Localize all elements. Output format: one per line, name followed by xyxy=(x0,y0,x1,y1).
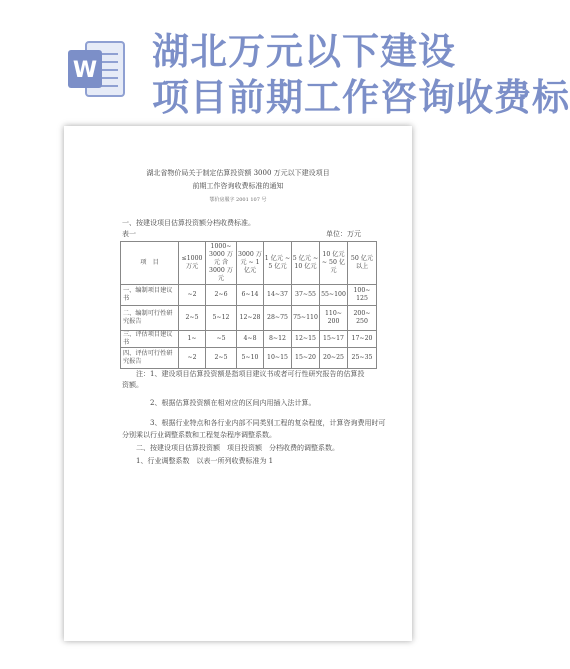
table-cell: 10~15 xyxy=(264,348,292,369)
header-cell: 项 目 xyxy=(121,242,179,285)
doc-reference-number: 鄂价房服字 2001 107 号 xyxy=(209,197,267,203)
section-2-heading: 二、按建设项目估算投资额 项目投资额 分档收费的调整系数。 xyxy=(136,444,339,452)
doc-title-line2: 前期工作咨询收费标准的通知 xyxy=(192,182,284,190)
table-cell: 6~14 xyxy=(237,285,264,306)
table-cell: 28~75 xyxy=(264,306,292,331)
header-cell: 5 亿元 ~ 10 亿元 xyxy=(292,242,320,285)
note-1: 注：1、建设项目估算投资额是指项目建议书或者可行性研究报告的估算投 xyxy=(136,370,365,378)
table-cell: 37~55 xyxy=(292,285,320,306)
table-cell: 15~20 xyxy=(292,348,320,369)
table-cell: 15~17 xyxy=(320,331,348,348)
table-unit: 单位：万元 xyxy=(326,230,361,238)
row-label: 三、评估项目建议书 xyxy=(121,331,179,348)
table-cell: 25~35 xyxy=(348,348,377,369)
note-3: 3、根据行业特点和各行业内部不同类别工程的复杂程度，计算咨询费用时可 xyxy=(150,419,386,427)
note-3-continued: 分别乘以行业调整系数和工程复杂程序调整系数。 xyxy=(122,431,276,439)
row-label: 四、评估可行性研究报告 xyxy=(121,348,179,369)
section-2-item-1: 1、行业调整系数 以表一所列收费标准为 1 xyxy=(136,457,274,465)
table-cell: ~2 xyxy=(179,285,206,306)
table-cell: 12~15 xyxy=(292,331,320,348)
banner-title-line1: 湖北万元以下建设 xyxy=(152,30,456,73)
row-label: 一、编制项目建议书 xyxy=(121,285,179,306)
fee-table xyxy=(120,241,377,369)
header-cell: 3000 万元 ~ 1 亿元 xyxy=(237,242,264,285)
header-cell: 1000~ 3000 万元 含3000 万元 xyxy=(206,242,237,285)
doc-title-line1: 湖北省物价局关于制定估算投资额 3000 万元以下建设项目 xyxy=(146,169,330,177)
table-cell: 75~110 xyxy=(292,306,320,331)
table-cell: 2~5 xyxy=(206,348,237,369)
table-cell: 17~20 xyxy=(348,331,377,348)
table-cell: ~5 xyxy=(206,331,237,348)
document-page xyxy=(64,126,412,641)
table-cell: 100~ 125 xyxy=(348,285,377,306)
table-cell: 2~6 xyxy=(206,285,237,306)
banner-title-line2: 项目前期工作咨询收费标 xyxy=(152,76,570,119)
table-cell: 12~28 xyxy=(237,306,264,331)
table-cell: 1~ xyxy=(179,331,206,348)
table-cell: 5~12 xyxy=(206,306,237,331)
table-cell: 110~ 200 xyxy=(320,306,348,331)
header-cell: 10 亿元 ~ 50 亿元 xyxy=(320,242,348,285)
table-cell: 5~10 xyxy=(237,348,264,369)
note-2: 2、根据估算投资额在相对应的区间内用插入法计算。 xyxy=(150,399,316,407)
word-document-icon xyxy=(66,38,128,100)
table-row xyxy=(121,285,377,306)
svg-text:W: W xyxy=(72,58,98,83)
preview-banner xyxy=(0,0,570,130)
table-cell: 200~ 250 xyxy=(348,306,377,331)
section-1-heading: 一、按建设项目估算投资额分档收费标准。 xyxy=(122,219,255,227)
table-header-row xyxy=(121,242,377,285)
table-name: 表一 xyxy=(122,230,136,238)
table-cell: 14~37 xyxy=(264,285,292,306)
table-cell: ~2 xyxy=(179,348,206,369)
table-cell: 8~12 xyxy=(264,331,292,348)
row-label: 二、编制可行性研究报告 xyxy=(121,306,179,331)
table-row xyxy=(121,331,377,348)
note-1-continued: 资额。 xyxy=(122,381,143,389)
table-row xyxy=(121,348,377,369)
table-cell: 4~8 xyxy=(237,331,264,348)
header-cell: 1 亿元 ~ 5 亿元 xyxy=(264,242,292,285)
table-cell: 2~5 xyxy=(179,306,206,331)
table-row xyxy=(121,306,377,331)
header-cell: ≤1000 万元 xyxy=(179,242,206,285)
table-cell: 20~25 xyxy=(320,348,348,369)
table-cell: 55~100 xyxy=(320,285,348,306)
header-cell: 50 亿元 以上 xyxy=(348,242,377,285)
